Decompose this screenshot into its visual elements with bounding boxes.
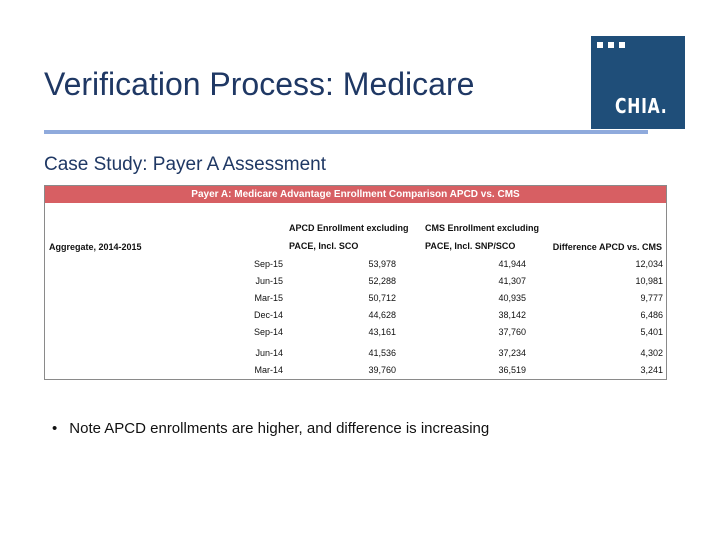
row-difference-value: 5,401 — [640, 327, 663, 337]
header-cms-line2: PACE, Incl. SNP/SCO — [425, 241, 516, 251]
row-cms-value: 36,519 — [498, 365, 526, 375]
title-underline — [44, 130, 648, 134]
slide-title: Verification Process: Medicare — [44, 66, 475, 102]
row-period: Jun-15 — [255, 276, 283, 286]
row-cms-value: 37,234 — [498, 348, 526, 358]
row-cms-value: 38,142 — [498, 310, 526, 320]
header-apcd-line1: APCD Enrollment excluding — [289, 223, 409, 233]
row-apcd-value: 41,536 — [368, 348, 396, 358]
row-apcd-value: 43,161 — [368, 327, 396, 337]
bullet-item — [52, 420, 489, 437]
row-cms-value: 41,307 — [498, 276, 526, 286]
header-difference: Difference APCD vs. CMS — [552, 242, 662, 252]
row-period: Sep-15 — [253, 259, 283, 269]
row-difference-value: 12,034 — [635, 259, 663, 269]
row-difference-value: 4,302 — [640, 348, 663, 358]
logo-text: CHIA. — [615, 94, 668, 118]
enrollment-comparison-table — [44, 185, 667, 380]
row-period: Dec-14 — [253, 310, 283, 320]
row-apcd-value: 50,712 — [368, 293, 396, 303]
row-period: Mar-15 — [254, 293, 283, 303]
row-period: Jun-14 — [255, 348, 283, 358]
slide-subtitle: Case Study: Payer A Assessment — [44, 154, 326, 175]
row-apcd-value: 53,978 — [368, 259, 396, 269]
row-apcd-value: 39,760 — [368, 365, 396, 375]
header-apcd-line2: PACE, Incl. SCO — [289, 241, 359, 251]
row-period: Mar-14 — [254, 365, 283, 375]
bullet-dot: • — [52, 420, 58, 437]
chia-logo — [591, 36, 685, 129]
row-difference-value: 6,486 — [640, 310, 663, 320]
bullet-text: Note APCD enrollments are higher, and difference is increasing — [69, 420, 490, 437]
row-difference-value: 9,777 — [640, 293, 663, 303]
row-cms-value: 40,935 — [498, 293, 526, 303]
row-difference-value: 3,241 — [640, 365, 663, 375]
row-difference-value: 10,981 — [635, 276, 663, 286]
row-cms-value: 37,760 — [498, 327, 526, 337]
row-period: Sep-14 — [253, 327, 283, 337]
row-apcd-value: 44,628 — [368, 310, 396, 320]
table-caption: Payer A: Medicare Advantage Enrollment Comparison APCD vs. CMS — [45, 186, 666, 203]
header-row-label: Aggregate, 2014-2015 — [49, 242, 142, 252]
row-cms-value: 41,944 — [498, 259, 526, 269]
row-apcd-value: 52,288 — [368, 276, 396, 286]
header-cms-line1: CMS Enrollment excluding — [425, 223, 540, 233]
logo-dots — [597, 42, 625, 48]
